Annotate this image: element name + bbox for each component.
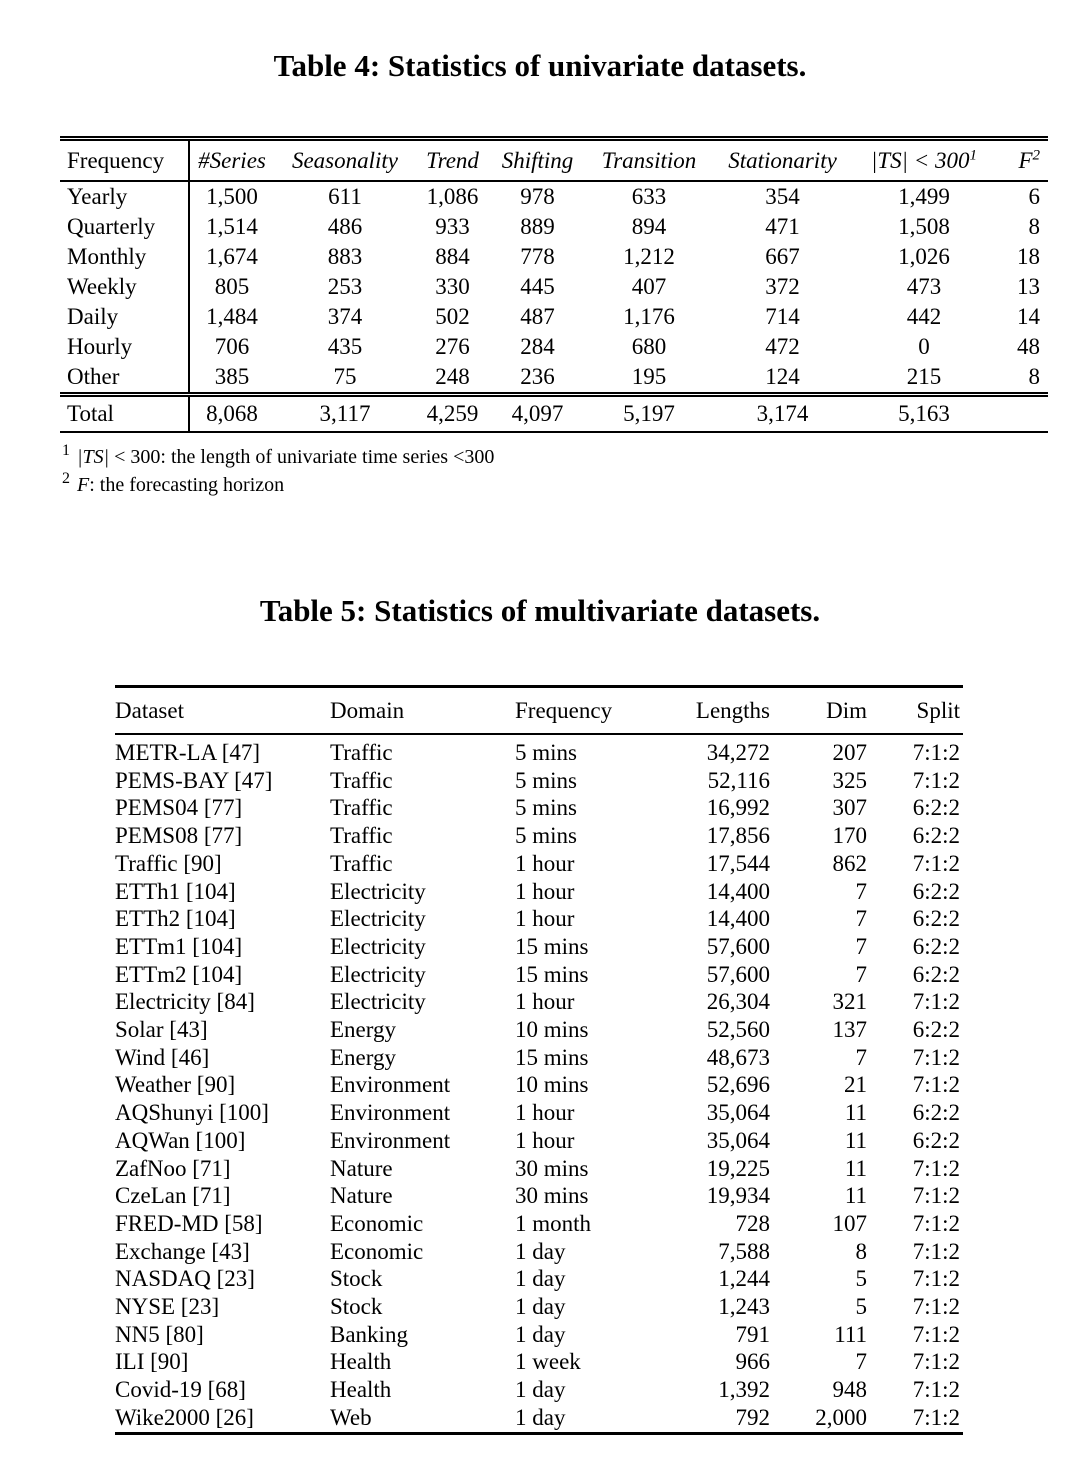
table5-cell: 1 hour — [515, 1100, 575, 1126]
table5-cell: 6:2:2 — [912, 795, 960, 821]
table5-cell: CzeLan [71] — [115, 1183, 231, 1209]
table4-total-cell: 4,097 — [489, 395, 586, 433]
table5-cell: Traffic [90] — [115, 850, 222, 876]
table4-cell: 195 — [631, 364, 667, 389]
table5-row — [115, 767, 963, 795]
table4-footnotes — [62, 443, 1080, 499]
table4-column-header: Stationarity — [712, 139, 853, 182]
table5-cell: ILI [90] — [115, 1349, 189, 1375]
table5-row — [115, 1044, 963, 1072]
table5-row — [115, 1210, 963, 1238]
table4-cell: 472 — [765, 334, 800, 359]
table5-cell: 17,856 — [706, 823, 770, 849]
table5-row — [115, 1376, 963, 1404]
table5-header-row — [115, 687, 963, 735]
table5-cell: 35,064 — [706, 1127, 770, 1153]
table4-row — [60, 332, 1048, 362]
table5-cell: 15 mins — [515, 961, 589, 987]
table5-cell: Solar [43] — [115, 1017, 208, 1043]
table5-column-header: Dataset — [115, 687, 330, 735]
table4-cell: 1,508 — [898, 214, 950, 239]
footnote-math-term: |TS| — [77, 446, 110, 468]
table4-cell: Weekly — [60, 272, 189, 302]
table5-cell: 7:1:2 — [912, 1294, 960, 1320]
table4-cell: 18 — [1017, 244, 1040, 269]
table4-cell: 633 — [631, 184, 667, 209]
table4-cell: 435 — [327, 334, 363, 359]
table5-cell: 11 — [844, 1127, 867, 1153]
table4-cell: 372 — [765, 274, 800, 299]
table5-cell: 15 mins — [515, 933, 589, 959]
table5-cell: Electricity — [330, 933, 426, 959]
table5-cell: 6:2:2 — [912, 823, 960, 849]
table5-cell: 6:2:2 — [912, 1017, 960, 1043]
table4-column-header: Frequency — [60, 139, 189, 182]
table5-cell: 7:1:2 — [912, 1044, 960, 1070]
table5-row — [115, 905, 963, 933]
table4-cell: 1,500 — [206, 184, 258, 209]
table5-cell: 16,992 — [706, 795, 770, 821]
table5-cell: 7:1:2 — [912, 989, 960, 1015]
table4-cell: 215 — [906, 364, 942, 389]
table5-cell: 1,243 — [718, 1294, 770, 1320]
table5-row — [115, 933, 963, 961]
table4-cell: 1,484 — [206, 304, 258, 329]
table5-cell: 8 — [855, 1238, 867, 1264]
table4-cell: 14 — [1017, 304, 1040, 329]
table4-cell: 502 — [435, 304, 470, 329]
table4-column-header: $F^2$ — [995, 139, 1048, 182]
table5-cell: ETTm2 [104] — [115, 961, 243, 987]
table5-row — [115, 1348, 963, 1376]
table5-cell: Environment — [330, 1072, 451, 1098]
table4-cell: 8 — [1028, 214, 1040, 239]
table5-cell: 11 — [844, 1183, 867, 1209]
table5-cell: 57,600 — [706, 961, 770, 987]
table4-cell: 6 — [1028, 184, 1040, 209]
table5-cell: 107 — [832, 1210, 867, 1236]
table4-total — [60, 395, 1048, 433]
table5-cell: Traffic — [330, 823, 393, 849]
table5-cell: NN5 [80] — [115, 1321, 204, 1347]
table5-cell: 207 — [832, 740, 867, 765]
table5-cell: 14,400 — [706, 878, 770, 904]
table4-cell: 473 — [906, 274, 942, 299]
table5-cell: 7:1:2 — [912, 1238, 960, 1264]
table5-cell: 11 — [844, 1155, 867, 1181]
table5-cell: Electricity — [330, 878, 426, 904]
table4-column-header: Trend — [416, 139, 489, 182]
table5-cell: Environment — [330, 1127, 451, 1153]
table4-total-cell: 8,068 — [189, 395, 274, 433]
table5-cell: 5 — [855, 1294, 867, 1320]
table4-cell: 611 — [328, 184, 362, 209]
table5-cell: 2,000 — [815, 1404, 867, 1430]
table5-cell: 21 — [844, 1072, 867, 1098]
table5-cell: 19,225 — [706, 1155, 770, 1181]
table5-cell: 1 day — [515, 1238, 566, 1264]
table5-cell: 7:1:2 — [912, 1321, 960, 1347]
table5-cell: 7:1:2 — [912, 1072, 960, 1098]
table5-column-header: Split — [867, 687, 963, 735]
table4-total-cell: 3,174 — [712, 395, 853, 433]
footnote-marker: 1 — [969, 146, 977, 163]
table5-cell: FRED-MD [58] — [115, 1210, 263, 1236]
table4-cell: 1,514 — [206, 214, 258, 239]
table5-column-header: Dim — [770, 687, 867, 735]
table5-cell: Wind [46] — [115, 1044, 210, 1070]
table4-column-header: Seasonality — [274, 139, 416, 182]
table5-cell: 7:1:2 — [912, 1183, 960, 1209]
table4-cell: 276 — [435, 334, 470, 359]
table5-cell: 10 mins — [515, 1072, 589, 1098]
table4-cell: 1,212 — [623, 244, 675, 269]
table4-cell: 471 — [765, 214, 800, 239]
table4-cell: 1,026 — [898, 244, 950, 269]
table5-cell: 1 week — [515, 1349, 581, 1375]
table4-cell: 883 — [327, 244, 363, 269]
table5-row — [115, 1238, 963, 1266]
table4-body — [60, 181, 1048, 395]
table5-cell: Stock — [330, 1294, 383, 1320]
table5-cell: Nature — [330, 1155, 393, 1181]
table5-cell: 948 — [832, 1377, 867, 1403]
table4-cell: 385 — [214, 364, 250, 389]
table5-cell: 15 mins — [515, 1044, 589, 1070]
table4-cell: 1,086 — [426, 184, 479, 209]
table5-cell: 1,392 — [718, 1377, 770, 1403]
table5-cell: Economic — [330, 1238, 424, 1264]
table5-cell: 48,673 — [706, 1044, 770, 1070]
table5-cell: 52,696 — [706, 1072, 770, 1098]
table5-cell: Stock — [330, 1266, 383, 1292]
table5-cell: 52,560 — [706, 1017, 770, 1043]
table4-total-cell: 5,163 — [853, 395, 995, 433]
table5-row — [115, 1265, 963, 1293]
table4-cell: 13 — [1017, 274, 1040, 299]
table5-cell: ETTm1 [104] — [115, 933, 243, 959]
table5-cell: AQWan [100] — [115, 1127, 246, 1153]
footnote-text: < 300: the length of univariate time series <300 — [109, 446, 495, 468]
table5-row — [115, 1071, 963, 1099]
table5-cell: ETTh2 [104] — [115, 906, 236, 932]
table5-cell: 7 — [855, 961, 867, 987]
table4-cell: 978 — [520, 184, 555, 209]
table5-cell: 6:2:2 — [912, 1100, 960, 1126]
table5-cell: 7:1:2 — [912, 1377, 960, 1403]
table4-cell: 714 — [765, 304, 800, 329]
table5-cell: 5 mins — [515, 795, 577, 821]
table5-cell: 7:1:2 — [912, 850, 960, 876]
table5-cell: 7:1:2 — [912, 1349, 960, 1375]
table5-cell: 862 — [832, 850, 867, 876]
table4-cell: 680 — [631, 334, 667, 359]
table5-cell: 1 hour — [515, 1127, 575, 1153]
table4-total-cell: 4,259 — [416, 395, 489, 433]
table5-cell: 7:1:2 — [912, 1404, 960, 1430]
table4-cell: 487 — [520, 304, 555, 329]
table5-row — [115, 1182, 963, 1210]
table5-cell: 5 mins — [515, 823, 577, 849]
table5-row — [115, 878, 963, 906]
table4-cell: 248 — [435, 364, 470, 389]
table5-header — [115, 687, 963, 735]
table4-total-cell: 5,197 — [586, 395, 712, 433]
table5-cell: 1,244 — [718, 1266, 770, 1292]
table5-cell: 7 — [855, 906, 867, 932]
table5-cell: 325 — [832, 767, 867, 793]
table5-column-header: Domain — [330, 687, 515, 735]
table4-cell: 667 — [765, 244, 800, 269]
table5-cell: Electricity [84] — [115, 989, 255, 1015]
table5-cell: NASDAQ [23] — [115, 1266, 255, 1292]
table4-cell: 933 — [435, 214, 470, 239]
footnote-math-term: F — [77, 474, 90, 496]
table5-cell: PEMS08 [77] — [115, 823, 243, 849]
table5-cell: 728 — [735, 1210, 770, 1236]
table5-cell: 10 mins — [515, 1017, 589, 1043]
table5-cell: 307 — [832, 795, 867, 821]
table5-cell: ETTh1 [104] — [115, 878, 236, 904]
table4-cell: 354 — [765, 184, 800, 209]
table4-cell: 48 — [1017, 334, 1040, 359]
table5-cell: Traffic — [330, 767, 393, 793]
table5-cell: 7 — [855, 1044, 867, 1070]
table5-cell: 7:1:2 — [912, 1155, 960, 1181]
table5-row — [115, 850, 963, 878]
table5-cell: Energy — [330, 1017, 397, 1043]
table4-cell: 778 — [520, 244, 555, 269]
table4-cell: Quarterly — [60, 212, 189, 242]
table5-cell: 1 hour — [515, 878, 575, 904]
table5-row — [115, 1293, 963, 1321]
table5-cell: 7 — [855, 878, 867, 904]
table5-cell: 6:2:2 — [912, 906, 960, 932]
table5-row — [115, 961, 963, 989]
footnote-marker: 2 — [1032, 146, 1040, 163]
footnote-text: : the forecasting horizon — [89, 474, 285, 496]
table4-univariate-stats — [60, 136, 1048, 433]
table4-column-header: #Series — [189, 139, 274, 182]
table5-cell: 14,400 — [706, 906, 770, 932]
table5-cell: 1 day — [515, 1404, 566, 1430]
footnote-number: 1 — [62, 442, 70, 460]
table5-cell: 5 mins — [515, 740, 577, 765]
table5-column-header: Frequency — [515, 687, 660, 735]
table4-cell: 253 — [327, 274, 363, 299]
table5-cell: 6:2:2 — [912, 878, 960, 904]
table5-cell: 6:2:2 — [912, 961, 960, 987]
table5-cell: Traffic — [330, 795, 393, 821]
table5-cell: 7:1:2 — [912, 1266, 960, 1292]
table5-cell: AQShunyi [100] — [115, 1100, 269, 1126]
footnote — [62, 471, 1080, 499]
table5-cell: 791 — [735, 1321, 770, 1347]
table5-cell: 111 — [834, 1321, 867, 1347]
table5-cell: 11 — [844, 1100, 867, 1126]
table5-cell: 7 — [855, 1349, 867, 1375]
table5-cell: 7 — [855, 933, 867, 959]
table5-row — [115, 822, 963, 850]
table5-cell: 321 — [832, 989, 867, 1015]
table4-cell: 236 — [520, 364, 555, 389]
table5-cell: 1 day — [515, 1321, 566, 1347]
table5-cell: Traffic — [330, 740, 393, 765]
table4-cell: 805 — [214, 274, 250, 299]
table4-total-cell: 3,117 — [274, 395, 416, 433]
table5-cell: PEMS04 [77] — [115, 795, 243, 821]
table4-cell: 884 — [435, 244, 470, 269]
table5-cell: 7:1:2 — [912, 740, 960, 765]
table4-header-row — [60, 139, 1048, 182]
table5-cell: Electricity — [330, 961, 426, 987]
table5-cell: 1 day — [515, 1266, 566, 1292]
table4-cell: Daily — [60, 302, 189, 332]
table4-cell: 445 — [520, 274, 555, 299]
table4-cell: 374 — [327, 304, 363, 329]
table5-cell: Traffic — [330, 850, 393, 876]
footnote-number: 2 — [62, 470, 70, 488]
table4-row — [60, 302, 1048, 332]
table5-cell: Banking — [330, 1321, 408, 1347]
table5-cell: 1 hour — [515, 989, 575, 1015]
table5-cell: Health — [330, 1349, 392, 1375]
table5-cell: Exchange [43] — [115, 1238, 250, 1264]
table5-row — [115, 1016, 963, 1044]
table4-cell: 1,176 — [623, 304, 675, 329]
table5-cell: PEMS-BAY [47] — [115, 767, 273, 793]
table4-row — [60, 181, 1048, 212]
table5-cell: 26,304 — [706, 989, 770, 1015]
table5-cell: 7,588 — [718, 1238, 770, 1264]
table5-cell: 35,064 — [706, 1100, 770, 1126]
table4-cell: 1,499 — [898, 184, 950, 209]
table5-cell: 52,116 — [707, 767, 770, 793]
table5-cell: Wike2000 [26] — [115, 1404, 254, 1430]
table4-cell: 8 — [1028, 364, 1040, 389]
table5-row — [115, 1155, 963, 1183]
table5-cell: 30 mins — [515, 1155, 589, 1181]
table4-column-header: $|TS| < 300^1$ — [853, 139, 995, 182]
table4-cell: 894 — [631, 214, 667, 239]
table4-row — [60, 212, 1048, 242]
table4-cell: Monthly — [60, 242, 189, 272]
table4-column-header: Shifting — [489, 139, 586, 182]
table5-cell: Nature — [330, 1183, 393, 1209]
table5-body — [115, 734, 963, 1433]
table5-cell: Economic — [330, 1210, 424, 1236]
table4-row — [60, 272, 1048, 302]
table4-cell: 442 — [906, 304, 942, 329]
table5-cell: 1 hour — [515, 906, 575, 932]
table5-cell: 966 — [735, 1349, 770, 1375]
table4-cell: 486 — [327, 214, 363, 239]
table4-cell: 75 — [333, 364, 357, 389]
table4-title: Table 4: Statistics of univariate datasets. — [273, 48, 807, 83]
table5-cell: 137 — [832, 1017, 867, 1043]
table5-cell: Environment — [330, 1100, 451, 1126]
table5-row — [115, 1127, 963, 1155]
table4-row — [60, 242, 1048, 272]
table4-total-row — [60, 395, 1048, 433]
table5-cell: Electricity — [330, 906, 426, 932]
table5-column-header: Lengths — [660, 687, 770, 735]
table5-multivariate-stats — [115, 685, 963, 1435]
table4-cell: 1,674 — [206, 244, 258, 269]
table4-cell: Hourly — [60, 332, 189, 362]
table4-cell: 330 — [435, 274, 470, 299]
table5-cell: 6:2:2 — [912, 1127, 960, 1153]
table4-cell: 284 — [520, 334, 555, 359]
table5-cell: ZafNoo [71] — [115, 1155, 231, 1181]
table5-cell: 7:1:2 — [912, 767, 960, 793]
table5-cell: Health — [330, 1377, 392, 1403]
table5-cell: 5 mins — [515, 767, 577, 793]
table5-cell: 5 — [855, 1266, 867, 1292]
table5-cell: 30 mins — [515, 1183, 589, 1209]
table5-cell: 170 — [832, 823, 867, 849]
table5-cell: 7:1:2 — [912, 1210, 960, 1236]
table5-cell: 1 month — [515, 1210, 592, 1236]
table5-row — [115, 988, 963, 1016]
table5-row — [115, 734, 963, 767]
table4-cell: 407 — [631, 274, 667, 299]
table4-cell: Yearly — [60, 181, 189, 212]
table5-cell: Covid-19 [68] — [115, 1377, 246, 1403]
table4-header — [60, 139, 1048, 182]
table5-row — [115, 1404, 963, 1433]
table4-cell: 706 — [214, 334, 250, 359]
table5-cell: Electricity — [330, 989, 426, 1015]
table4-row — [60, 362, 1048, 395]
table4-cell: Other — [60, 362, 189, 395]
table5-cell: 34,272 — [706, 740, 770, 765]
table5-cell: 1 hour — [515, 850, 575, 876]
table5-cell: 19,934 — [706, 1183, 770, 1209]
table5-cell: 1 day — [515, 1294, 566, 1320]
table5-row — [115, 1321, 963, 1349]
table5-cell: 17,544 — [706, 850, 770, 876]
table4-column-header: Transition — [586, 139, 712, 182]
table5-cell: 1 day — [515, 1377, 566, 1403]
table5-cell: 792 — [735, 1404, 770, 1430]
table4-total-cell — [995, 395, 1048, 433]
table5-cell: Web — [330, 1404, 372, 1430]
table4-total-cell: Total — [60, 395, 189, 433]
table5-row — [115, 794, 963, 822]
table5-title: Table 5: Statistics of multivariate datasets. — [259, 593, 821, 628]
table5-cell: Energy — [330, 1044, 397, 1070]
table5-cell: 6:2:2 — [912, 933, 960, 959]
table4-cell: 0 — [918, 334, 930, 359]
table5-cell: NYSE [23] — [115, 1294, 220, 1320]
table5-cell: 57,600 — [706, 933, 770, 959]
table5-cell: METR-LA [47] — [115, 740, 261, 765]
table5-row — [115, 1099, 963, 1127]
table4-cell: 124 — [765, 364, 800, 389]
table5-cell: Weather [90] — [115, 1072, 236, 1098]
footnote — [62, 443, 1080, 471]
table4-cell: 889 — [520, 214, 555, 239]
